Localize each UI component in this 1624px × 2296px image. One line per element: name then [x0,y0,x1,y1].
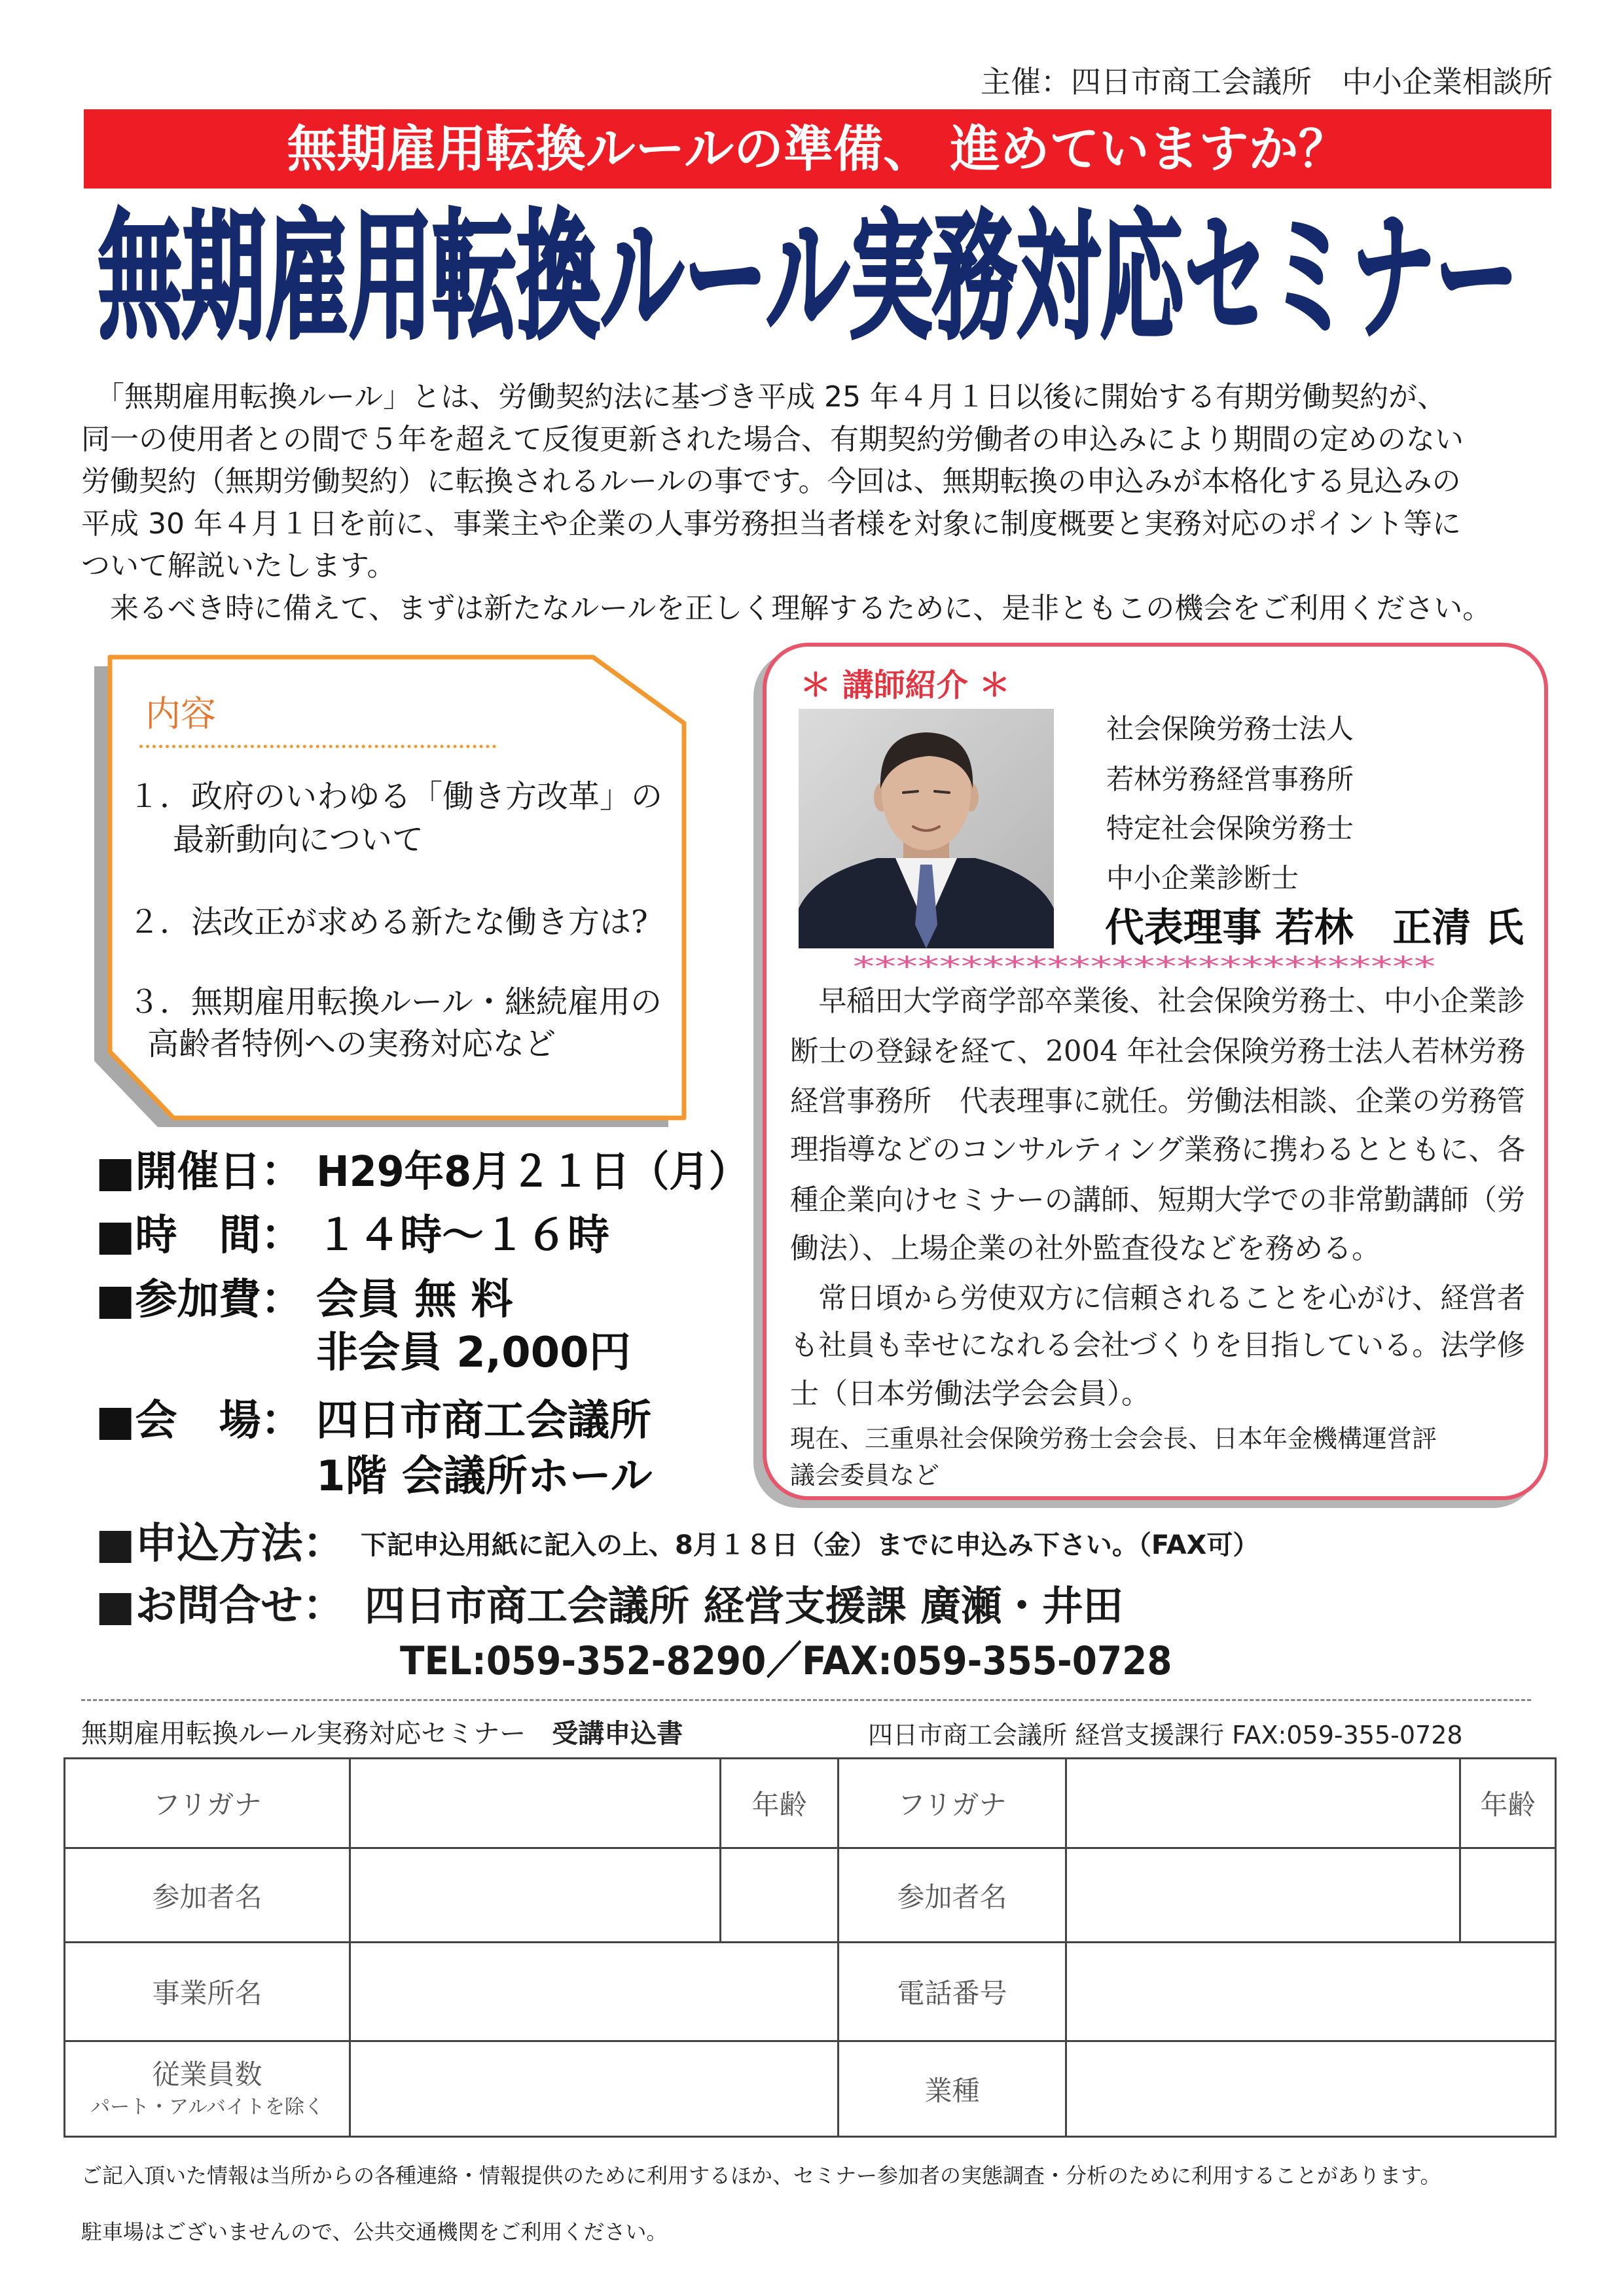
intro-text: 労働契約（無期労働契約）に転換されるルールの事です。今回は、無期転換の申込みが本格化する見込みの [81,465,1461,498]
furigana-field [350,1759,721,1848]
fee-non-member-text: 非会員 2,000円 [316,1329,631,1377]
instructor-bio-line [790,1032,1525,1071]
contents-heading-text: 内容 [145,693,216,734]
contents-heading [145,691,276,737]
time-value [316,1210,748,1262]
instructor-name-text: 代表理事 若林 正清 氏 [1105,905,1524,951]
application-instructions-text: 下記申込用紙に記入の上、8月１８日（金）までに申込み下さい。（FAX可） [361,1530,1259,1560]
employees-label [65,2041,350,2137]
asterisk-divider-text: *************************** [853,950,1435,982]
intro-line [81,503,1533,545]
participant-label [65,1848,350,1943]
venue-label-text: ■会 場： [96,1397,303,1445]
contact-label [96,1580,357,1632]
instructor-name [1105,903,1524,953]
venue-name-text: 四日市商工会議所 [316,1397,651,1445]
intro-line [81,461,1533,503]
contact-value [365,1580,1202,1632]
intro-line [81,588,1533,630]
industry-label [839,2041,1066,2137]
cut-line-divider [81,1699,1531,1701]
instructor-heading-text: ＊ 講師紹介 ＊ [800,667,1011,704]
venue-name [316,1395,748,1447]
participant-field [350,1848,721,1943]
industry-label-text: 業種 [924,2074,980,2107]
intro-text: 同一の使用者との間で５年を超えて反復更新された場合、有期契約労働者の申込みにより期間の定めのない [81,423,1464,456]
instructor-current-role [790,1422,1525,1456]
date-label [96,1146,316,1198]
bio-text: 士（日本労働法学会会員）。 [790,1377,1150,1410]
parking-note-text: 駐車場はございませんので、公共交通機関をご利用ください。 [81,2219,668,2244]
headline-banner-line [105,109,1530,188]
contents-item-2 [128,902,685,942]
phone-field [1066,1943,1556,2041]
instructor-current-role [790,1458,1525,1492]
furigana-field [1066,1759,1460,1848]
venue-room-text: 1階 会議所ホール [316,1452,653,1501]
intro-text: 平成 30 年４月１日を前に、事業主や企業の人事労務担当者様を対象に制度概要と実務対応のポイント等に [81,507,1461,541]
application-label [96,1518,357,1570]
fee-member [316,1274,748,1326]
age-field [721,1848,839,1943]
instructor-bio-line [790,1229,1525,1268]
furigana-label [65,1759,350,1848]
instructor-bio-line [790,1082,1525,1121]
company-label [65,1943,350,2041]
instructor-bio-line [790,1181,1525,1220]
fee-non-member [316,1327,748,1379]
instructor-affiliation-text: 若林労務経営事務所 [1106,763,1354,795]
employees-label-text: 従業員数 [152,2058,262,2090]
contact-label-text: ■お問合せ： [96,1582,345,1630]
privacy-note [81,2160,1547,2191]
headline-banner-text: 無期雇用転換ルールの準備、 進めていますか？ [287,120,1348,178]
organizer-text: 主催：四日市商工会議所 中小企業相談所 [981,64,1553,99]
participant-label-text: 参加者名 [897,1880,1007,1913]
current-role-text: 議会委員など [790,1461,940,1490]
contents-item-text: ３．無期雇用転換ルール・継続雇用の [128,984,662,1020]
fee-label [96,1274,316,1326]
seminar-title [98,196,1519,358]
instructor-affiliation-text: 中小企業診断士 [1106,862,1299,894]
phone-label [839,1943,1066,2041]
form-title-emphasis: 受講申込書 [552,1719,683,1749]
instructor-bio-line [790,1326,1525,1365]
form-title [81,1716,834,1751]
industry-field [1066,2041,1556,2137]
intro-text: 「無期雇用転換ルール」とは、労働契約法に基づき平成 25 年４月１日以後に開始する有期労働契約が、 [81,380,1447,414]
venue-room [316,1450,748,1503]
time-value-text: １４時～１６時 [316,1211,609,1260]
asterisk-divider [853,950,1435,983]
furigana-label-text: フリガナ [153,1789,262,1821]
parking-note [81,2216,1547,2248]
tel-fax-numbers [400,1636,1172,1686]
instructor-affiliation [1106,860,1525,897]
intro-text: ついて解説いたします。 [81,549,396,583]
bio-text: 早稲田大学商学部卒業後、社会保険労務士、中小企業診 [790,984,1525,1018]
age-field [1460,1848,1556,1943]
instructor-affiliation-text: 特定社会保険労務士 [1106,812,1354,844]
application-form-table [63,1757,1557,2138]
instructor-bio-line [790,982,1525,1021]
instructor-bio-line [790,1374,1525,1414]
bio-text: 断士の登録を経て、2004 年社会保険労務士法人若林労務 [790,1035,1526,1068]
fee-member-text: 会員 無 料 [316,1276,513,1324]
form-fax-text: 四日市商工会議所 経営支援課行 FAX:059-355-0728 [868,1721,1463,1749]
date-value-text: H29年8月２１日（月） [316,1148,749,1196]
contents-item-1-cont [173,819,683,860]
seminar-title-text: 無期雇用転換ルール実務対応セミナー [98,196,1519,358]
tel-fax-text: TEL:059-352-8290／FAX:059-355-0728 [400,1638,1172,1684]
company-field [350,1943,839,2041]
privacy-note-text: ご記入頂いた情報は当所からの各種連絡・情報提供のために利用するほか、セミナー参加者の実態調査・分析のために利用することがあります。 [81,2163,1441,2188]
form-title-wrap [81,1716,683,1751]
table-row [65,1943,1556,2041]
employees-note-text: パート・アルバイトを除く [90,2095,324,2119]
instructor-affiliation [1106,761,1525,798]
date-value [316,1146,748,1198]
application-label-text: ■申込方法： [96,1520,345,1568]
table-row [65,2041,1556,2137]
time-label-text: ■時 間： [96,1211,303,1260]
bio-text: も社員も幸せになれる会社づくりを目指している。法学修 [790,1329,1525,1362]
application-instructions [361,1528,1369,1563]
company-label-text: 事業所名 [152,1977,262,2009]
current-role-text: 現在、三重県社会保険労務士会会長、日本年金機構運営評 [790,1424,1437,1453]
instructor-affiliation [1106,810,1525,847]
bio-text: 経営事務所 代表理事に就任。労働法相談、企業の労務管 [790,1085,1525,1118]
organizer-line [848,62,1553,102]
contents-item-text: 高齢者特例への実務対応など [147,1026,556,1062]
time-label [96,1210,316,1262]
phone-label-text: 電話番号 [897,1977,1007,2009]
furigana-label-text: フリガナ [897,1789,1007,1821]
bio-text: 常日頃から労使双方に信頼されることを心がけ、経営者 [790,1282,1526,1315]
table-row [65,1759,1556,1848]
employees-field [350,2041,839,2137]
instructor-affiliation-text: 社会保険労務士法人 [1106,713,1354,745]
instructor-bio-line [790,1130,1525,1170]
table-row [65,1848,1556,1943]
intro-text: 来るべき時に備えて、まずは新たなルールを正しく理解するために、是非ともこの機会をご利用ください。 [81,592,1492,625]
contents-item-1 [128,776,685,817]
bio-text: 理指導などのコンサルティング業務に携わるとともに、各 [790,1133,1526,1166]
age-label [721,1759,839,1848]
contact-value-text: 四日市商工会議所 経営支援課 廣瀬・井田 [365,1582,1124,1630]
contents-item-3 [128,982,685,1022]
venue-label [96,1395,316,1447]
age-label-text: 年齢 [1480,1789,1536,1821]
intro-line [81,419,1533,461]
participant-field [1066,1848,1460,1943]
intro-line [81,545,1533,587]
instructor-affiliation [1106,711,1525,747]
intro-line [81,376,1533,418]
fee-label-text: ■参加費： [96,1276,303,1324]
form-fax-destination [868,1717,1529,1753]
contents-item-3-cont [147,1024,684,1064]
contents-item-text: 最新動向について [173,821,424,858]
age-label [1460,1759,1556,1848]
date-label-text: ■開催日： [96,1148,303,1196]
furigana-label [839,1759,1066,1848]
instructor-photo [799,709,1054,948]
bio-text: 種企業向けセミナーの講師、短期大学での非常勤講師（労 [790,1183,1525,1217]
instructor-bio-line [790,1279,1525,1318]
contents-item-text: １．政府のいわゆる「働き方改革」の [128,778,663,815]
age-label-text: 年齢 [751,1789,807,1821]
participant-label-text: 参加者名 [152,1880,262,1913]
participant-label [839,1848,1066,1943]
contents-item-text: ２．法改正が求める新たな働き方は? [128,904,648,941]
bio-text: 働法）、上場企業の社外監査役などを務める。 [790,1232,1380,1265]
contents-heading-underline [139,745,496,748]
instructor-heading [800,664,1127,707]
form-title-text: 無期雇用転換ルール実務対応セミナー [81,1719,526,1749]
